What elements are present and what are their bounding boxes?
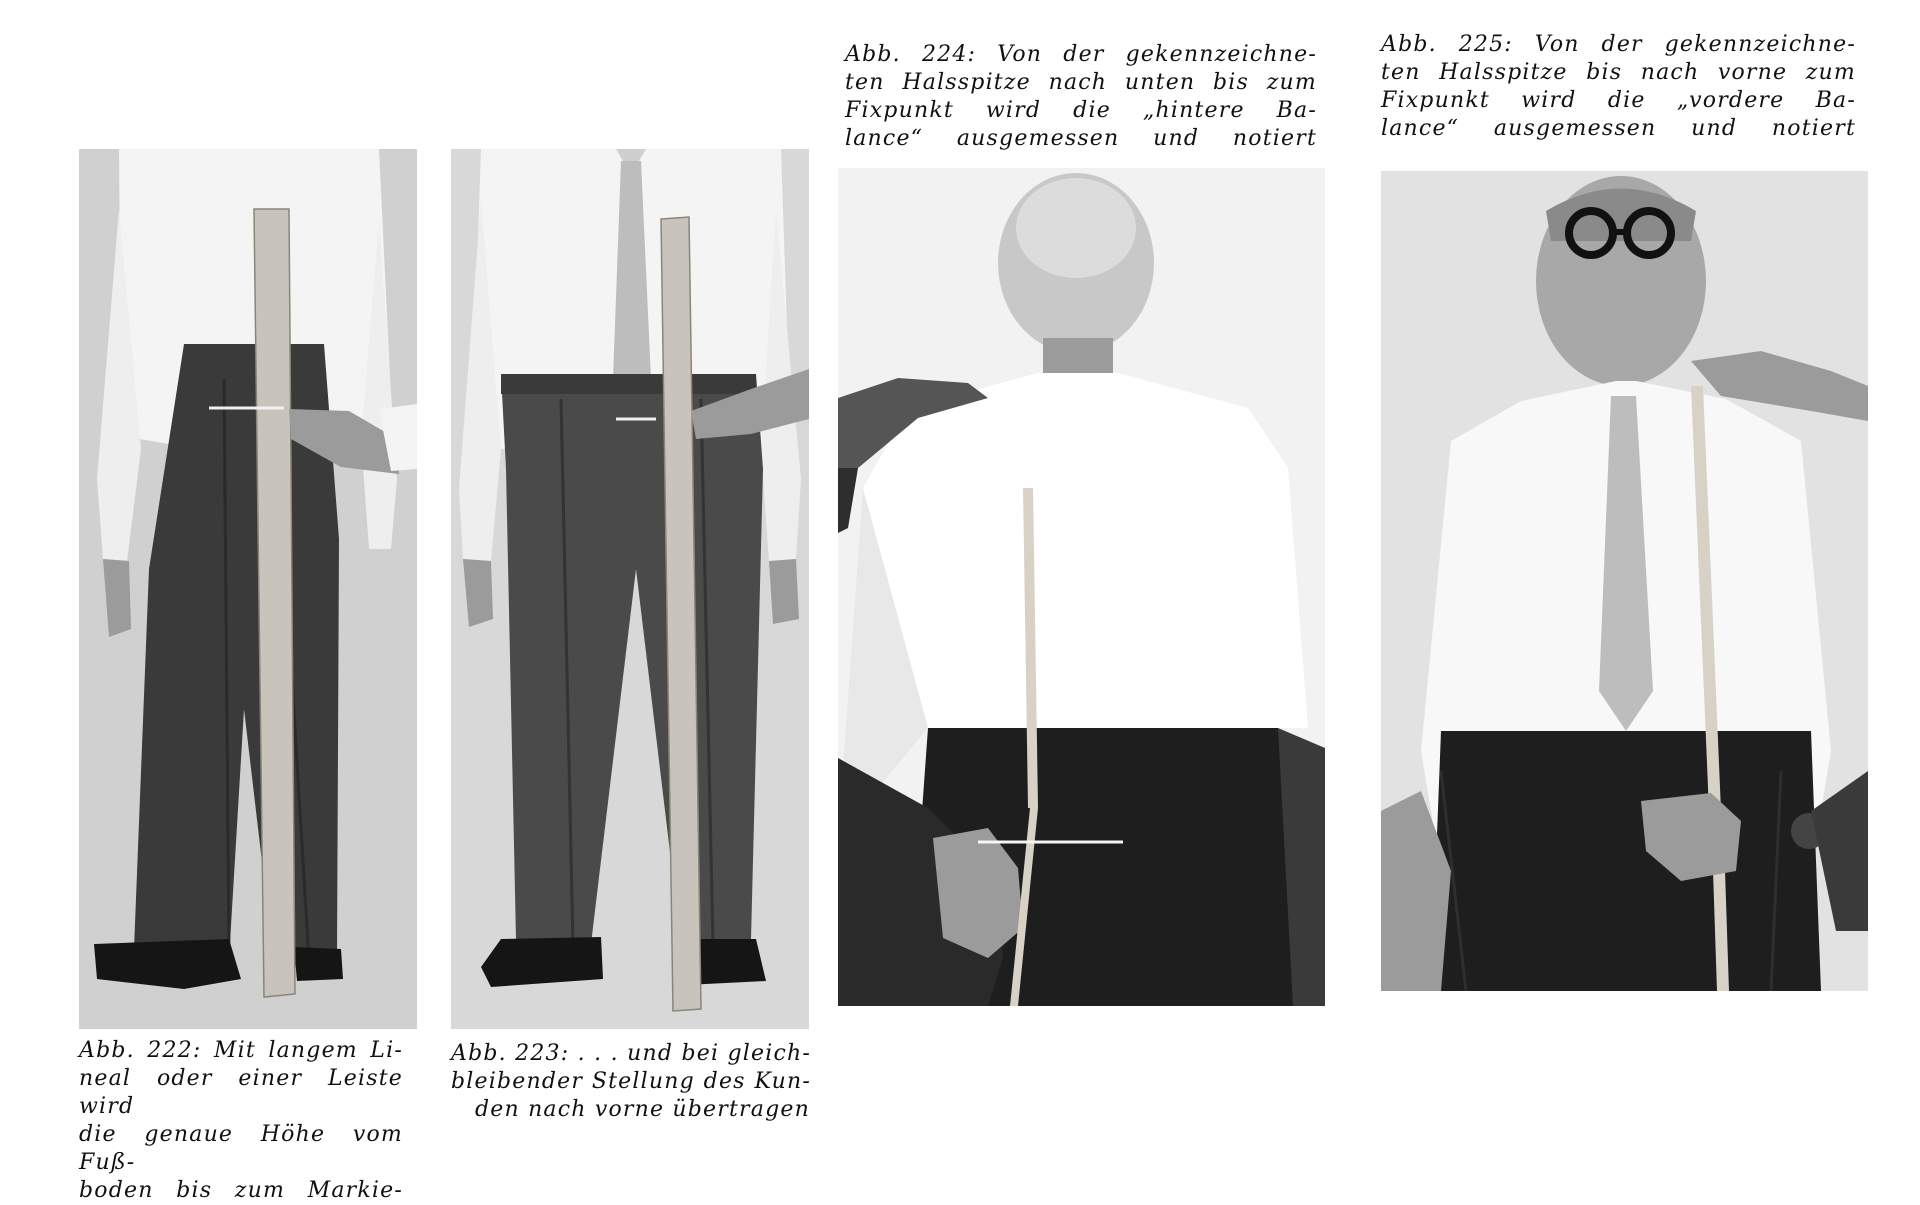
caption-line: Abb. 225: Von der gekennzeichne-: [1381, 32, 1856, 57]
photo-225-front-balance: [1381, 171, 1868, 991]
caption-abb-222: [79, 1037, 403, 1205]
caption-line: ten Halsspitze nach unten bis zum: [845, 70, 1317, 95]
photo-222-side-ruler: [79, 149, 417, 1029]
caption-line: lance“ ausgemessen und notiert: [845, 126, 1317, 151]
caption-line: den nach vorne übertragen: [475, 1097, 810, 1122]
man-trousers-ruler-side-photo: [79, 149, 417, 1029]
photo-224-back-balance: [838, 168, 1325, 1006]
caption-line: die genaue Höhe vom Fuß-: [79, 1122, 403, 1175]
caption-line: boden bis zum Markie-: [79, 1178, 403, 1203]
caption-abb-223: [451, 1040, 811, 1124]
caption-abb-225: [1381, 31, 1856, 143]
caption-line: Fixpunkt wird die „vordere Ba-: [1381, 88, 1856, 113]
photo-223-front-ruler: [451, 149, 809, 1029]
man-trousers-ruler-front-photo: [451, 149, 809, 1029]
caption-line: ten Halsspitze bis nach vorne zum: [1381, 60, 1856, 85]
caption-line: Abb. 223: . . . und bei gleich-: [451, 1041, 811, 1066]
caption-line: Abb. 222: Mit langem Li-: [79, 1038, 403, 1063]
man-back-measuring-tape-photo: [838, 168, 1325, 1006]
caption-line: lance“ ausgemessen und notiert: [1381, 116, 1856, 141]
caption-line: Fixpunkt wird die „hintere Ba-: [845, 98, 1317, 123]
caption-line: neal oder einer Leiste wird: [79, 1066, 403, 1119]
caption-abb-224: [845, 41, 1317, 153]
caption-line: Abb. 224: Von der gekennzeichne-: [845, 42, 1317, 67]
man-front-measuring-tape-photo: [1381, 171, 1868, 991]
caption-line: bleibender Stellung des Kun-: [451, 1069, 811, 1094]
